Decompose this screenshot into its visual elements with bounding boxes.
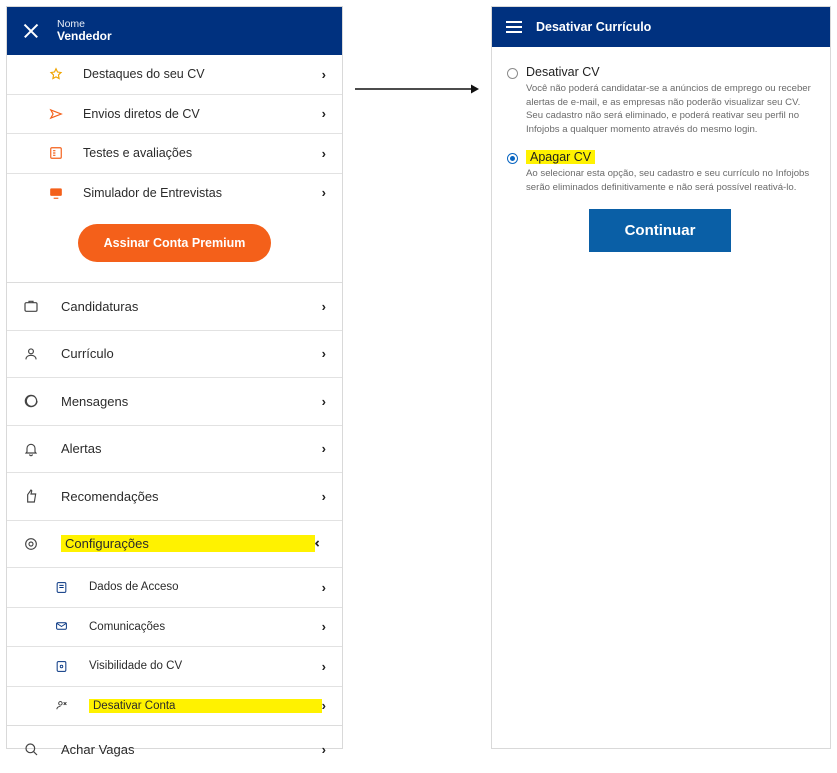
menu-item-comunicacoes[interactable]: [7, 608, 342, 647]
user-role: Vendedor: [57, 29, 112, 44]
menu-item-recomendacoes[interactable]: [7, 473, 342, 520]
menu-item-label: Comunicações: [89, 620, 166, 633]
chevron-right-icon: ›: [321, 658, 326, 674]
main-items-list: [7, 283, 342, 773]
close-icon[interactable]: [21, 21, 41, 41]
gear-icon: [23, 536, 47, 552]
premium-cta-wrapper: [7, 212, 342, 282]
menu-item-mensagens[interactable]: [7, 378, 342, 425]
menu-item-label: Simulador de Entrevistas: [83, 185, 222, 200]
menu-item-label: Achar Vagas: [61, 741, 135, 757]
chevron-right-icon: ›: [321, 441, 326, 457]
chevron-right-icon: ›: [321, 619, 326, 635]
chevron-right-icon: ›: [321, 488, 326, 504]
chevron-right-icon: ›: [321, 145, 326, 161]
chevron-right-icon: ›: [321, 741, 326, 757]
chevron-right-icon: ›: [321, 298, 326, 314]
menu-item-label: Desativar Conta: [89, 699, 322, 713]
menu-item-label: Alertas: [61, 441, 102, 457]
chevron-right-icon: ›: [321, 106, 326, 122]
menu-item-label: Dados de Acceso: [89, 581, 179, 594]
test-icon: [49, 146, 71, 160]
bell-icon: [23, 441, 47, 457]
menu-item-candidaturas[interactable]: [7, 283, 342, 330]
send-icon: [49, 107, 71, 121]
menu-item-alertas[interactable]: [7, 426, 342, 473]
search-icon: [23, 741, 47, 757]
mobile-menu-panel: [6, 6, 343, 757]
menu-item-label: Visibilidade do CV: [89, 660, 183, 673]
menu-item-label: Candidaturas: [61, 298, 139, 314]
assinar-conta-premium-button[interactable]: Assinar Conta Premium: [78, 224, 272, 262]
page-title: Desativar Currículo: [536, 20, 652, 34]
menu-item-desativar-conta[interactable]: [7, 687, 342, 726]
chevron-right-icon: ›: [321, 393, 326, 409]
chevron-right-icon: ›: [321, 579, 326, 595]
thumbs-up-icon: [23, 488, 47, 504]
menu-item-label: Recomendações: [61, 488, 159, 504]
menu-item-configuracoes[interactable]: [7, 521, 342, 568]
menu-item-curriculo[interactable]: [7, 331, 342, 378]
menu-item-label: Currículo: [61, 346, 114, 362]
radio-button-selected-icon[interactable]: [507, 153, 518, 164]
chevron-right-icon: ›: [321, 346, 326, 362]
menu-item-envios-diretos-cv[interactable]: [7, 95, 342, 134]
briefcase-icon: [23, 298, 47, 314]
cv-visibility-icon: [55, 660, 77, 673]
chevron-right-icon: ›: [321, 698, 326, 714]
continuar-button[interactable]: Continuar: [589, 209, 732, 252]
panel-header: [492, 7, 830, 47]
access-data-icon: [55, 581, 77, 594]
menu-item-visibilidade-do-cv[interactable]: [7, 647, 342, 686]
menu-item-achar-vagas[interactable]: [7, 726, 342, 773]
desativar-curriculo-panel: [491, 6, 831, 749]
menu-item-label: Configurações: [61, 535, 315, 552]
option-description: Ao selecionar esta opção, seu cadastro e seu currículo no Infojobs serão eliminados definitivamente e não será possível reativá-lo.: [526, 168, 810, 194]
person-icon: [23, 346, 47, 362]
communications-icon: [55, 620, 77, 633]
top-items-list: [7, 55, 342, 212]
option-label: Apagar CV: [526, 150, 595, 164]
menu-item-destaques-cv[interactable]: [7, 55, 342, 94]
message-icon: [23, 393, 47, 409]
menu-item-simulador-entrevistas[interactable]: [7, 174, 342, 213]
menu-item-dados-de-acceso[interactable]: [7, 568, 342, 607]
menu-item-label: Envios diretos de CV: [83, 106, 200, 121]
hamburger-icon[interactable]: [506, 21, 522, 33]
user-name: Nome: [57, 18, 86, 31]
star-icon: [49, 67, 71, 81]
interview-simulator-icon: [49, 186, 71, 200]
option-label: Desativar CV: [526, 65, 600, 79]
menu-item-label: Destaques do seu CV: [83, 67, 205, 82]
menu-item-label: Mensagens: [61, 393, 129, 409]
continue-button-wrapper: [506, 209, 814, 252]
user-info: [57, 18, 112, 44]
menu-item-testes-avaliacoes[interactable]: [7, 134, 342, 173]
menu-item-label: Testes e avaliações: [83, 146, 193, 161]
chevron-right-icon: ›: [321, 185, 326, 201]
deactivate-account-icon: [55, 699, 77, 712]
chevron-right-icon: ›: [321, 66, 326, 82]
panel-body: [492, 47, 830, 252]
flow-arrow-icon: [355, 82, 479, 96]
menu-header: [7, 7, 342, 55]
radio-option-desativar-cv[interactable]: [506, 65, 814, 79]
option-description: Você não poderá candidatar-se a anúncios de emprego ou receber alertas de e-mail, e as empresas não poderão visualizar seu CV. Seu cadastro não será eliminado, e poderá reativar seu perfil no Infojobs a qualquer momento através do mesmo login.: [526, 83, 811, 135]
chevron-up-icon: ⌃: [313, 538, 329, 550]
radio-button-icon[interactable]: [507, 68, 518, 79]
radio-option-apagar-cv[interactable]: [506, 150, 814, 164]
